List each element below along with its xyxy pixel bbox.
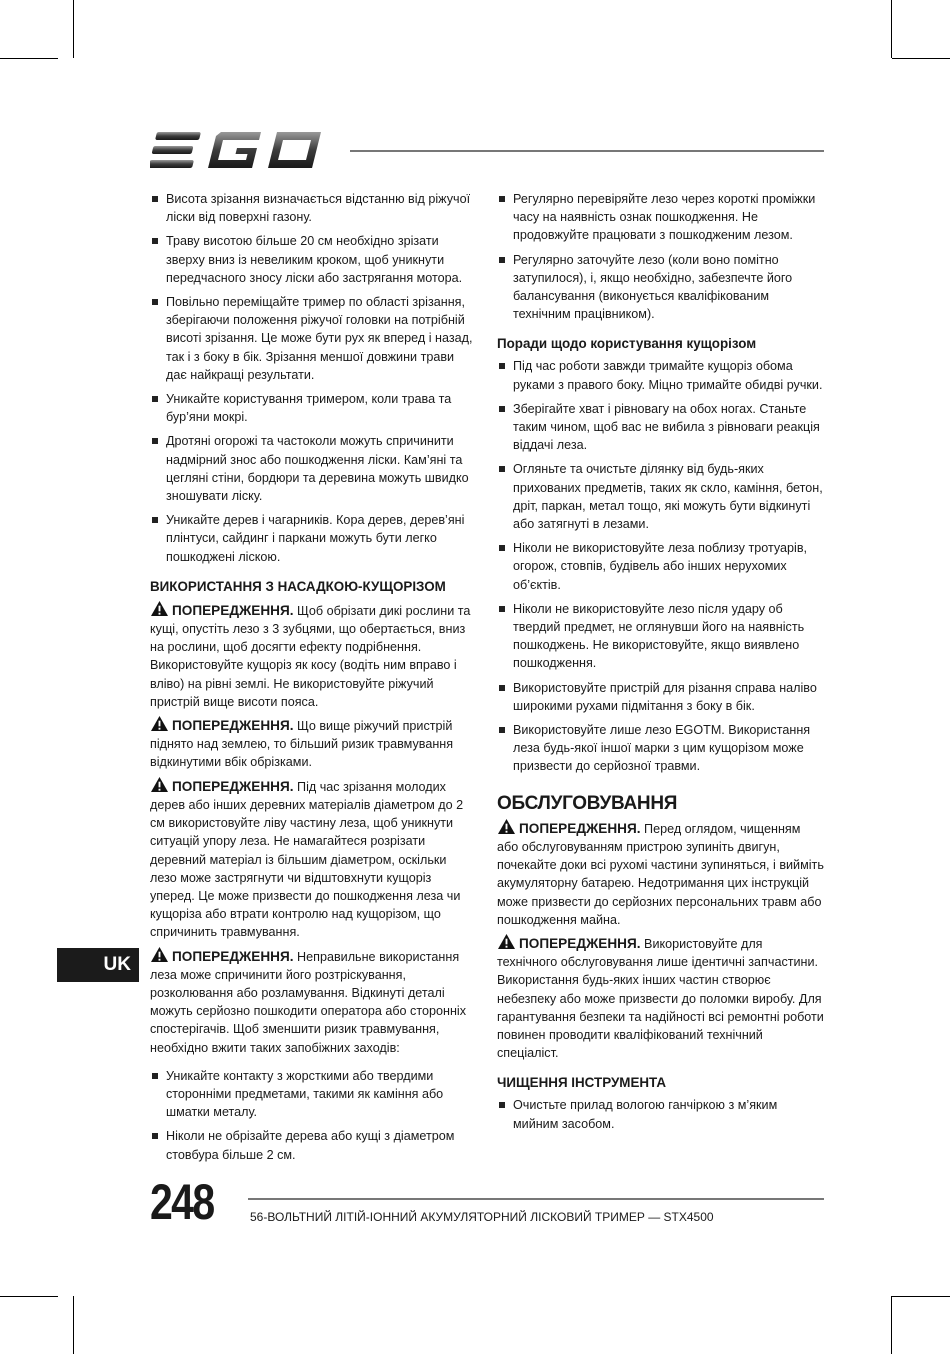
warning-label: ПОПЕРЕДЖЕННЯ. (172, 778, 294, 794)
warning-paragraph (150, 776, 475, 942)
warning-icon (150, 946, 169, 963)
list-item: Ніколи не використовуйте леза поблизу тротуарів, огорож, стовпів, будівель або інших нерухомих об’єктів. (497, 539, 825, 594)
list-item: Траву висотою більше 20 см необхідно зрізати зверху вниз із невеликим кроком, щоб уникнути передчасного зносу ліски або застрягання мотора. (150, 232, 475, 287)
tips-heading: Поради щодо користування кущорізом (497, 336, 757, 352)
precaution-bullets (150, 1067, 475, 1164)
warning-paragraph (150, 600, 475, 711)
warning-label: ПОПЕРЕДЖЕННЯ. (519, 820, 641, 836)
warning-label: ПОПЕРЕДЖЕННЯ. (172, 948, 294, 964)
warning-icon (497, 933, 516, 950)
warning-text: Під час зрізання молодих дерев або інших деревних матеріалів діаметром до 2 см використовуйте ліву частину леза, щоб уникнути ситуацій упору леза. Не намагайтеся розрізати деревний матеріал із більшим діаметром, оскільки лезо може застрягнути чи відштовхнути кущоріз уперед. Це може призвести до пошкодження леза чи кущоріза або втрати контролю над кущорізом, що спричинить травмування. (150, 779, 464, 940)
right-column (497, 190, 825, 1139)
list-item: Регулярно перевіряйте лезо через короткі проміжки часу на наявність ознак пошкодження. Не продовжуйте працювати з пошкодженим лезом. (497, 190, 825, 245)
warning-icon (150, 776, 169, 793)
section-heading: ВИКОРИСТАННЯ З НАСАДКОЮ-КУЩОРІЗОМ (150, 578, 446, 594)
list-item: Висота зрізання визначається відстанню від ріжучої ліски від поверхні газону. (150, 190, 475, 226)
tips-list (497, 357, 825, 775)
list-item: Ніколи не обрізайте дерева або кущі з діаметром стовбура більше 2 см. (150, 1127, 475, 1163)
list-item: Уникайте контакту з жорсткими або твердими сторонніми предметами, такими як каміння або шматки металу. (150, 1067, 475, 1122)
warning-label: ПОПЕРЕДЖЕННЯ. (172, 718, 294, 734)
cleaning-list (497, 1096, 825, 1132)
list-item: Уникайте дерев і чагарників. Кора дерев, дерев’яні плінтуси, сайдинг і паркани можуть бути легко пошкоджені ліскою. (150, 511, 475, 566)
warning-paragraph (497, 933, 825, 1062)
header-rule (350, 150, 824, 152)
footer-rule (248, 1198, 824, 1200)
list-item: Використовуйте пристрій для різання справа наліво широкими рухами підмітання з боку в бік. (497, 679, 825, 715)
list-item: Уникайте користування тримером, коли трава та бур’яни мокрі. (150, 390, 475, 426)
left-column (150, 190, 475, 1170)
page-number: 248 (150, 1174, 214, 1230)
list-item: Під час роботи завжди тримайте кущоріз обома руками з правого боку. Міцно тримайте обидві ручки. (497, 357, 825, 393)
warning-icon (497, 818, 516, 835)
crop-mark (891, 0, 892, 58)
language-tab: UK (57, 948, 139, 982)
warning-text: Неправильне використання леза може спричинити його розтріскування, розколювання або розламування. Відкинуті деталі можуть серйозно пошкодити оператора або сторонніх спостерігачів. Щоб зменшити ризик травмування, необхідно вжити таких запобіжних заходів: (150, 949, 466, 1055)
crop-mark (73, 0, 74, 58)
list-item: Ніколи не використовуйте лезо після удару об твердий предмет, не оглянувши його на наявність пошкоджень. Не використовуйте, якщо виявлено пошкодження. (497, 600, 825, 673)
list-item: Повільно переміщайте тример по області зрізання, зберігаючи положення ріжучої головки на потрібній висоті зрізання. Це може бути рух як вперед і назад, так і з боку в бік. Зрізання меншої довжини трави дає найкращі результати. (150, 293, 475, 384)
warning-paragraph (150, 715, 475, 772)
crop-mark (891, 1296, 892, 1354)
crop-mark (0, 1296, 58, 1297)
crop-mark (892, 58, 950, 59)
warning-paragraph (497, 818, 825, 929)
ego-logo (150, 128, 332, 172)
warning-icon (150, 715, 169, 732)
warning-text: Щоб обрізати дикі рослини та кущі, опустіть лезо з 3 зубцями, що обертається, вниз на рослини, щоб досягти ефекту подрібнення. Використовуйте кущоріз як косу (водіть ним вправо і вліво) на рівні землі. Не використовуйте ріжучий пристрій вище висоти пояса. (150, 603, 471, 709)
blade-bullets (497, 190, 825, 323)
trimming-bullets (150, 190, 475, 566)
warning-label: ПОПЕРЕДЖЕННЯ. (172, 602, 294, 618)
warning-label: ПОПЕРЕДЖЕННЯ. (519, 935, 641, 951)
list-item: Очистьте прилад вологою ганчіркою з м’яким мийним засобом. (497, 1096, 825, 1132)
list-item: Огляньте та очистьте ділянку від будь-яких прихованих предметів, таких як скло, каміння, бетон, дріт, паркан, метал тощо, які можуть бути відкинуті або затягнуті в лезами. (497, 460, 825, 533)
warning-icon (150, 600, 169, 617)
maintenance-heading: ОБСЛУГОВУВАННЯ (497, 792, 678, 814)
list-item: Використовуйте лише лезо EGOTM. Використання леза будь-якої іншої марки з цим кущорізом може призвести до серйозної травми. (497, 721, 825, 776)
list-item: Дротяні огорожі та частоколи можуть спричинити надмірний знос або пошкодження ліски. Кам’яні та цегляні стіни, бордюри та деревина можуть швидко зношувати ліску. (150, 432, 475, 505)
footer-title: 56-ВОЛЬТНИЙ ЛІТІЙ-ІОННИЙ АКУМУЛЯТОРНИЙ ЛІСКОВИЙ ТРИМЕР — STX4500 (250, 1210, 714, 1224)
warning-text: Використовуйте для технічного обслуговування лише ідентичні запчастини. Використання будь-яких інших частин створює небезпеку або може призвести до поломки виробу. Для гарантування безпеки та надійності всі ремонтні роботи повинен проводити кваліфікований технічний спеціаліст. (497, 936, 824, 1061)
crop-mark (73, 1296, 74, 1354)
crop-mark (0, 58, 58, 59)
warning-text: Перед оглядом, чищенням або обслуговуванням пристрою зупиніть двигун, почекайте доки всі рухомі частини зупиняться, і вийміть акумуляторну батарею. Недотримання цих інструкцій може призвести до серйозних персональних травм або пошкодження майна. (497, 821, 824, 927)
list-item: Зберігайте хват і рівновагу на обох ногах. Станьте таким чином, щоб вас не вибила з рівноваги реакція віддачі леза. (497, 400, 825, 455)
warning-text: Що вище ріжучий пристрій піднято над землею, то більший ризик травмування відкинутими вбік обрізками. (150, 719, 454, 770)
list-item: Регулярно заточуйте лезо (коли воно помітно затупилося), і, якщо необхідно, забезпечте його балансування (виконується кваліфікованим технічним працівником). (497, 251, 825, 324)
crop-mark (892, 1296, 950, 1297)
warning-paragraph (150, 946, 475, 1057)
cleaning-heading: ЧИЩЕННЯ ІНСТРУМЕНТА (497, 1075, 667, 1091)
